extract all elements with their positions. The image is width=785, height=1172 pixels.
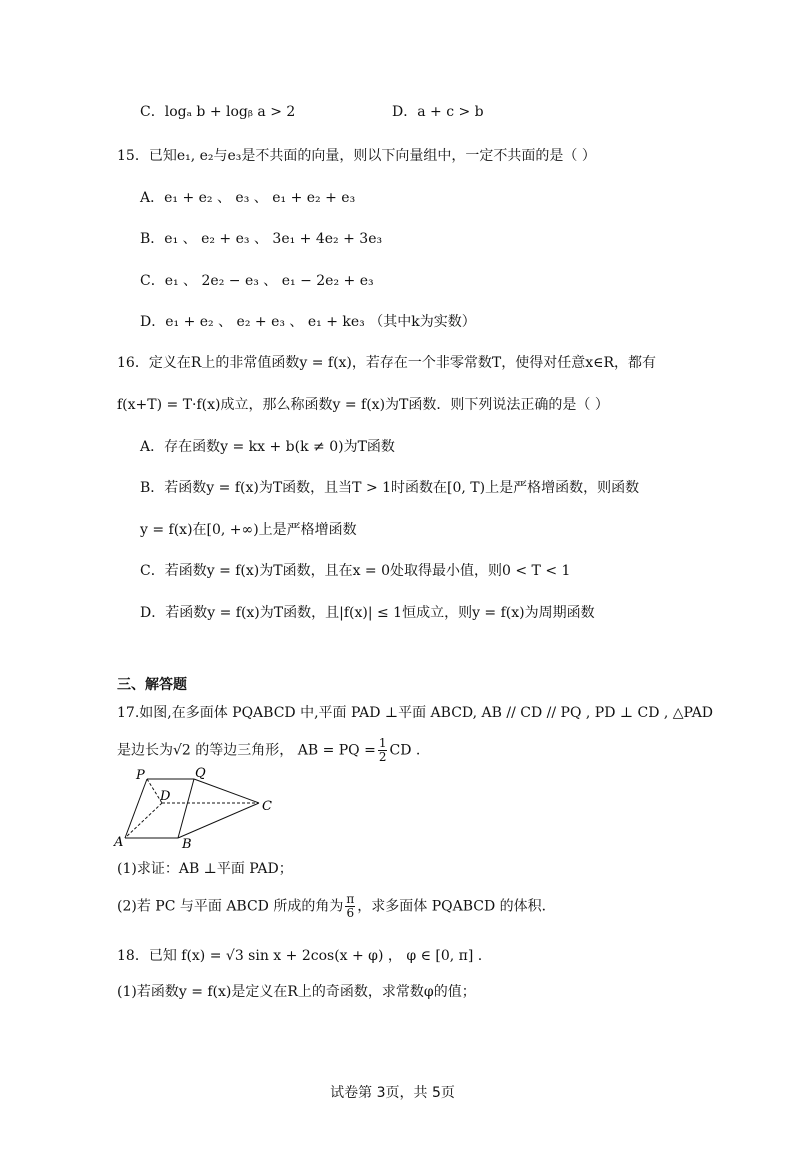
fraction-numerator: π bbox=[346, 892, 355, 906]
vertex-label-b: B bbox=[182, 837, 192, 851]
polyhedron-figure bbox=[112, 765, 282, 851]
q17-part2-text: (2)若 PC 与平面 ABCD 所成的角为 bbox=[117, 898, 344, 915]
q17-part2 bbox=[117, 893, 556, 920]
q17-stem-text: 是边长为√2 的等边三角形， AB = PQ = bbox=[117, 742, 376, 759]
q16-option-b-line1: B．若函数y = f(x)为T函数，且当T > 1时函数在[0, T)上是严格增函数，则函数 bbox=[140, 480, 640, 496]
q17-part1: (1)求证：AB ⊥平面 PAD； bbox=[117, 861, 293, 877]
edge-qb bbox=[178, 779, 194, 838]
fraction-numerator: 1 bbox=[378, 736, 387, 750]
section-heading: 三、解答题 bbox=[117, 677, 187, 693]
q17-angle-fraction bbox=[345, 893, 355, 920]
q15-option-a: A．e₁ + e₂ 、 e₃ 、 e₁ + e₂ + e₃ bbox=[140, 190, 356, 206]
fraction-denominator: 2 bbox=[378, 750, 387, 764]
q17-stem-line2 bbox=[117, 737, 420, 764]
vertex-label-d: D bbox=[160, 789, 171, 804]
q17-part2-tail: ，求多面体 PQABCD 的体积． bbox=[357, 898, 556, 915]
edge-bc bbox=[178, 803, 259, 838]
q15-option-d: D．e₁ + e₂ 、 e₂ + e₃ 、 e₁ + ke₃ （其中k为实数） bbox=[140, 314, 476, 330]
fraction-denominator: 6 bbox=[346, 906, 355, 920]
page-footer: 试卷第 3页，共 5页 bbox=[330, 1085, 455, 1101]
edge-da-hidden bbox=[125, 803, 162, 838]
q16-option-d: D．若函数y = f(x)为T函数，且|f(x)| ≤ 1恒成立，则y = f(x)为周期函数 bbox=[140, 605, 595, 621]
q14-option-d: D．a + c > b bbox=[392, 104, 484, 120]
q17-stem-tail: CD . bbox=[389, 742, 421, 759]
q16-stem-line1: 16．定义在R上的非常值函数y = f(x)，若存在一个非零常数T，使得对任意x∈R，都有 bbox=[117, 355, 657, 371]
q16-option-c: C．若函数y = f(x)为T函数，且在x = 0处取得最小值，则0 < T < 1 bbox=[140, 563, 571, 579]
q16-option-b-line2: y = f(x)在[0, +∞)上是严格增函数 bbox=[140, 522, 357, 538]
q14-option-c: C．logₐ b + logᵦ a > 2 bbox=[140, 104, 296, 120]
q15-option-c: C．e₁ 、 2e₂ − e₃ 、 e₁ − 2e₂ + e₃ bbox=[140, 273, 374, 289]
vertex-label-q: Q bbox=[195, 766, 206, 781]
q17-stem-line1: 17.如图,在多面体 PQABCD 中,平面 PAD ⊥平面 ABCD, AB // CD // PQ , PD ⊥ CD , △PAD bbox=[117, 705, 714, 721]
vertex-label-c: C bbox=[262, 799, 272, 814]
q15-option-b: B．e₁ 、 e₂ + e₃ 、 3e₁ + 4e₂ + 3e₃ bbox=[140, 231, 383, 247]
vertex-label-p: P bbox=[136, 768, 145, 783]
vertex-label-a: A bbox=[114, 835, 124, 850]
q18-stem: 18．已知 f(x) = √3 sin x + 2cos(x + φ) ， φ ∈ [0, π] . bbox=[117, 948, 483, 964]
edge-qc bbox=[194, 779, 259, 803]
q17-fraction bbox=[378, 737, 388, 764]
edge-pa bbox=[125, 779, 147, 838]
q16-option-a: A．存在函数y = kx + b(k ≠ 0)为T函数 bbox=[140, 439, 395, 455]
q18-part1: (1)若函数y = f(x)是定义在R上的奇函数，求常数φ的值； bbox=[117, 984, 476, 1000]
q15-stem: 15．已知e₁, e₂与e₃是不共面的向量，则以下向量组中，一定不共面的是（ ） bbox=[117, 148, 596, 164]
q16-stem-line2: f(x+T) = T·f(x)成立，那么称函数y = f(x)为T函数．则下列说法正确的是（ ） bbox=[117, 397, 609, 413]
